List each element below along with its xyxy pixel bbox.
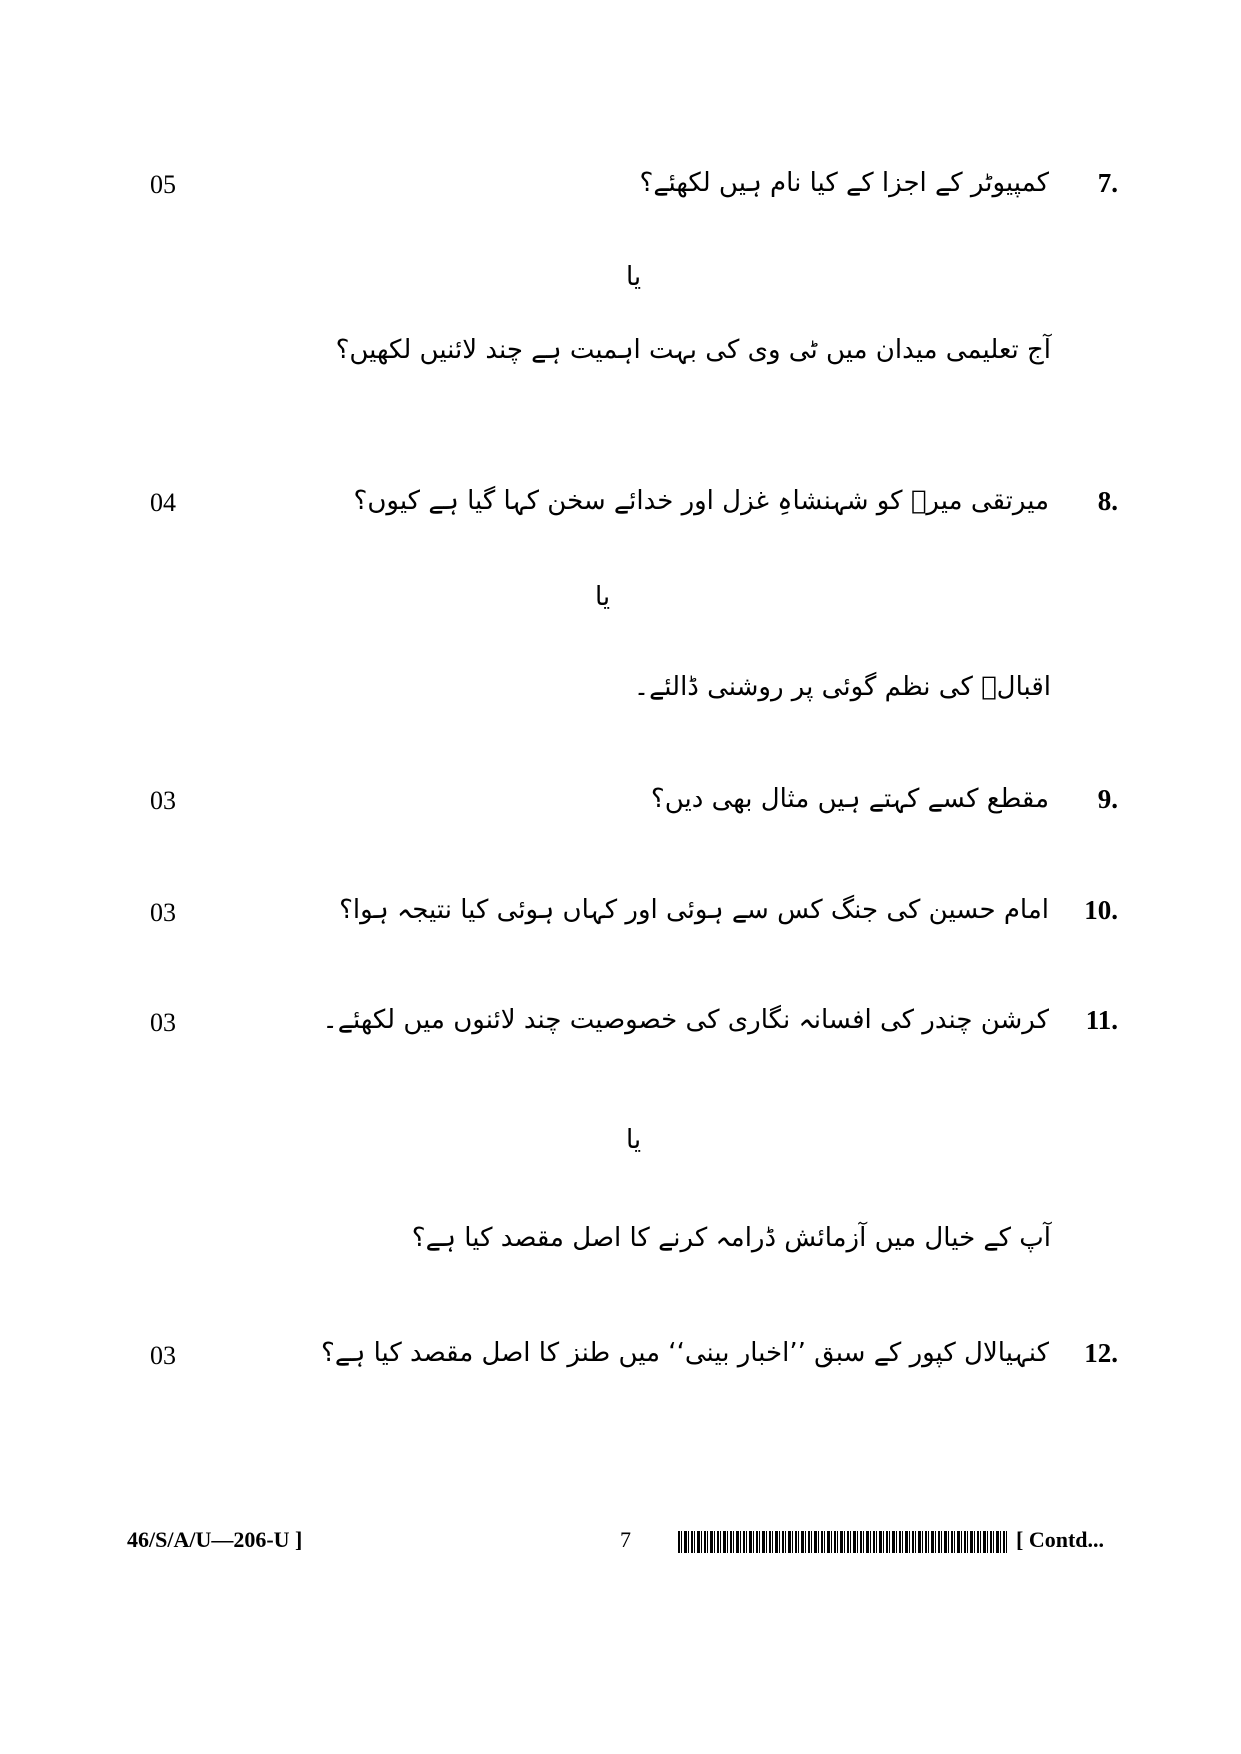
q10-marks: 03 (150, 898, 176, 927)
barcode-image (678, 1531, 1008, 1553)
q11-text: کرشن چندر کی افسانہ نگاری کی خصوصیت چند لائنوں میں لکھئے۔ (322, 1005, 1049, 1035)
q7-marks: 05 (150, 170, 176, 199)
q8-alternative: اقبالؔ کی نظم گوئی پر روشنی ڈالئے۔ (633, 672, 1051, 702)
q9-text: مقطع کسے کہتے ہیں مثال بھی دیں؟ (650, 784, 1049, 814)
q10-text: امام حسین کی جنگ کس سے ہوئی اور کہاں ہوئی کیا نتیجہ ہوا؟ (339, 895, 1049, 925)
q8-or-label: یا (595, 582, 611, 612)
q12-marks: 03 (150, 1341, 176, 1370)
footer-page-number: 7 (620, 1527, 631, 1552)
q11-or-label: یا (626, 1125, 642, 1155)
footer-contd: [ Contd... (1016, 1527, 1105, 1552)
footer-paper-code: 46/S/A/U—206-U ] (127, 1527, 303, 1552)
q7-number: 7. (1097, 168, 1118, 198)
q11-number: 11. (1085, 1005, 1118, 1035)
q7-alternative: آج تعلیمی میدان میں ٹی وی کی بہت اہمیت ہے چند لائنیں لکھیں؟ (335, 335, 1051, 365)
q7-or-label: یا (626, 262, 642, 292)
q9-number: 9. (1097, 784, 1118, 814)
q8-marks: 04 (150, 488, 176, 517)
q8-number: 8. (1097, 486, 1118, 516)
q8-text: میرتقی میرؔ کو شہنشاہِ غزل اور خدائے سخن کہا گیا ہے کیوں؟ (353, 486, 1049, 516)
q9-marks: 03 (150, 786, 176, 815)
q12-number: 12. (1084, 1338, 1118, 1368)
q10-number: 10. (1084, 895, 1118, 925)
q11-marks: 03 (150, 1008, 176, 1037)
q11-alternative: آپ کے خیال میں آزمائش ڈرامہ کرنے کا اصل مقصد کیا ہے؟ (411, 1223, 1051, 1253)
q7-text: کمپیوٹر کے اجزا کے کیا نام ہیں لکھئے؟ (639, 168, 1049, 198)
q12-text: کنہیالال کپور کے سبق ’’اخبار بینی‘‘ میں طنز کا اصل مقصد کیا ہے؟ (321, 1338, 1049, 1368)
